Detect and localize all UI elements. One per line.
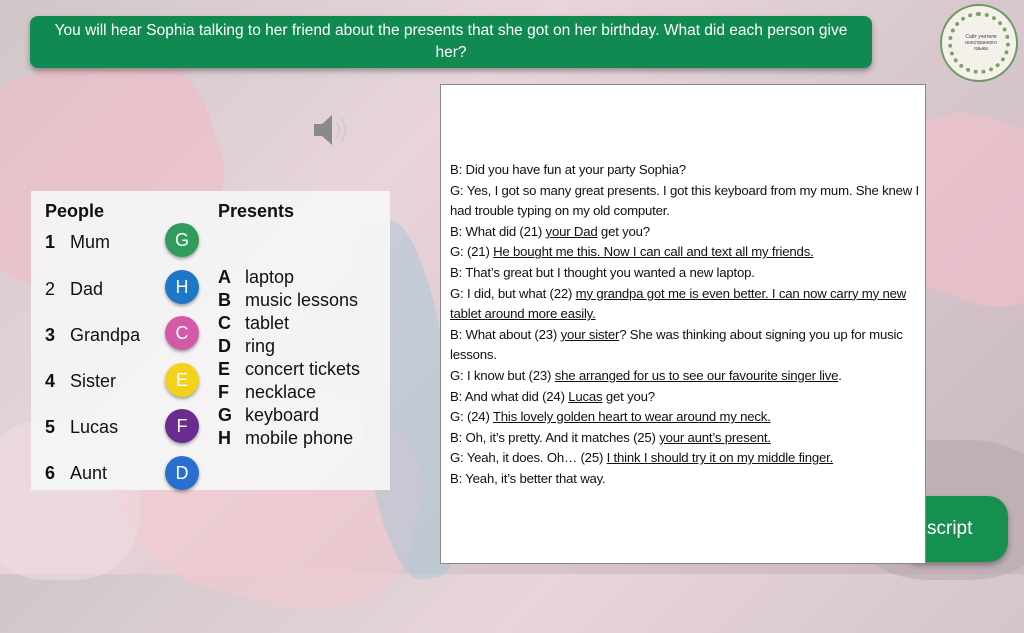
person-name: Lucas [70,417,119,437]
audio-speaker-icon[interactable] [310,108,354,152]
dialogue-text: . [838,367,842,383]
present-item: G keyboard [218,405,320,425]
person-name: Grandpa [70,325,141,345]
person-row [45,232,110,253]
answer-text: your Dad [545,223,598,239]
person-number: 5 [45,417,56,437]
person-name: Aunt [70,463,108,483]
answer-text: my grandpa got me is even better. I can now carry my new tablet around more easily. [450,285,907,322]
transcript-line [450,181,920,222]
answer-text: your sister [560,326,620,342]
presents-list [218,266,360,450]
dialogue-text: get you? [597,223,650,239]
answer-text: she arranged for us to see our favourite singer live [554,367,839,383]
dialogue-text: ? She was thinking about signing you up for music lessons. [450,326,903,363]
dialogue-text: G: I know but (23) [450,367,555,383]
answer-text: This lovely golden heart to wear around my neck. [492,409,771,425]
dialogue-text: G: (21) [450,244,494,260]
answer-circle[interactable]: F [165,409,199,443]
transcript-line [450,160,920,181]
answer-circle[interactable]: E [165,363,199,397]
person-row [45,279,103,300]
person-name: Mum [70,232,111,252]
transcript-line [450,387,920,408]
answer-text: He bought me this. Now I can call and text all my friends. [493,244,814,260]
matching-table [31,191,390,490]
task-title: You will hear Sophia talking to her friend about the presents that she got on her birthday. What did each person give her? [30,16,872,68]
dialogue-text: get you? [602,388,655,404]
answer-text: your aunt’s present. [659,429,771,445]
dialogue-text: B: What about (23) [450,326,561,342]
transcript-line [450,428,920,449]
person-number: 6 [45,463,56,483]
person-row [45,371,116,392]
person-row [45,417,118,438]
answer-circle[interactable]: H [165,270,199,304]
transcript-line [450,366,920,387]
dialogue-text: B: That’s great but I thought you wanted a new laptop. [450,264,755,280]
transcript-line [450,407,920,428]
dialogue-text: G: I did, but what (22) [450,285,576,301]
dialogue-text: G: Yeah, it does. Oh… (25) [450,450,607,466]
present-item: H mobile phone [218,428,354,448]
dialogue-text: G: Yes, I got so many great presents. I got this keyboard from my mum. She knew I had trouble typing on my old computer. [450,182,920,219]
person-number: 2 [45,279,56,299]
presents-header: Presents [218,201,295,221]
dialogue-text: B: Yeah, it’s better that way. [450,470,606,486]
dialogue-text: G: (24) [450,409,493,425]
person-number: 1 [45,232,56,252]
answer-circle[interactable]: C [165,316,199,350]
answer-circle[interactable]: D [165,456,199,490]
answer-text: I think I should try it on my middle finger. [606,450,834,466]
answer-circle[interactable]: G [165,223,199,257]
dialogue-text: B: Oh, it’s pretty. And it matches (25) [450,429,660,445]
person-number: 3 [45,325,56,345]
logo-text: Сайт учителя иностранного языка [965,34,997,52]
transcript-text [450,160,920,490]
person-row [45,463,107,484]
present-item: D ring [218,336,276,356]
transcript-line [450,469,920,490]
transcript-line [450,242,920,263]
dialogue-text: B: And what did (24) [450,388,569,404]
person-number: 4 [45,371,56,391]
answer-text: Lucas [568,388,603,404]
transcript-line [450,222,920,243]
person-name: Sister [70,371,117,391]
transcript-line [450,263,920,284]
present-item: E concert tickets [218,359,361,379]
people-header: People [45,201,105,221]
present-item: B music lessons [218,290,359,310]
dialogue-text: B: What did (21) [450,223,546,239]
present-item: C tablet [218,313,290,333]
transcript-line [450,448,920,469]
present-item: F necklace [218,382,317,402]
person-row [45,325,140,346]
person-name: Dad [70,279,104,299]
present-item: A laptop [218,267,295,287]
transcript-line [450,284,920,325]
transcript-panel [440,84,926,564]
transcript-line [450,325,920,366]
script-button-label[interactable]: script [927,518,973,539]
dialogue-text: B: Did you have fun at your party Sophia? [450,162,686,177]
site-logo [940,4,1018,82]
